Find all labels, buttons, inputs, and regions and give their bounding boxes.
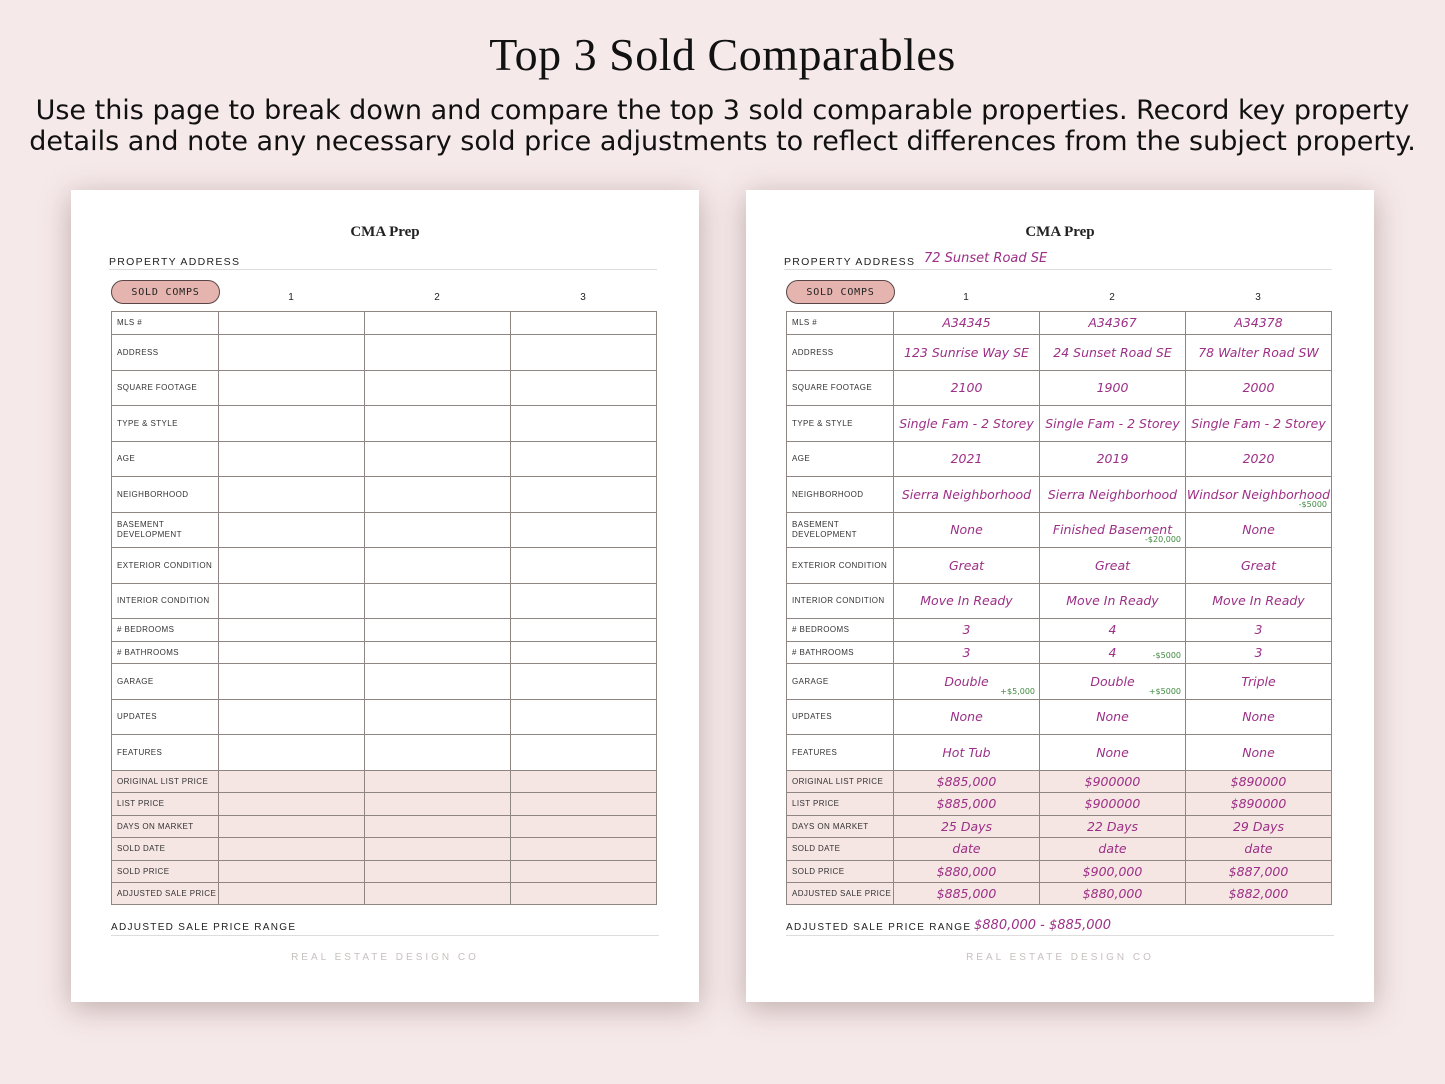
comp-value-cell[interactable] bbox=[219, 584, 365, 619]
table-row bbox=[112, 861, 657, 883]
comp-value-cell[interactable] bbox=[219, 771, 365, 793]
worksheet-title: CMA Prep bbox=[350, 224, 420, 240]
comp-value-cell[interactable] bbox=[1186, 883, 1332, 905]
comp-value-cell[interactable] bbox=[1186, 771, 1332, 793]
comp-value-cell[interactable] bbox=[1040, 735, 1186, 771]
comp-value-cell[interactable] bbox=[511, 312, 657, 335]
row-label: INTERIOR CONDITION bbox=[112, 584, 219, 619]
table-row bbox=[787, 406, 1332, 442]
comp-value-cell[interactable] bbox=[365, 371, 511, 406]
comp-value-cell[interactable] bbox=[511, 442, 657, 477]
comp-value-cell[interactable] bbox=[219, 700, 365, 735]
comp-value-cell[interactable] bbox=[1040, 312, 1186, 335]
comp-value-cell[interactable] bbox=[219, 513, 365, 548]
comp-value-cell[interactable] bbox=[511, 477, 657, 513]
comp-value-cell[interactable] bbox=[511, 700, 657, 735]
comp-value: $880,000 bbox=[936, 863, 997, 879]
table-row bbox=[787, 838, 1332, 861]
comp-value: Move In Ready bbox=[1066, 593, 1159, 608]
table-row bbox=[787, 477, 1332, 513]
table-row bbox=[112, 584, 657, 619]
comp-value-cell[interactable] bbox=[219, 371, 365, 406]
comp-value-cell[interactable] bbox=[1040, 861, 1186, 883]
adjusted-range-label: ADJUSTED SALE PRICE RANGE bbox=[111, 922, 297, 933]
table-row bbox=[112, 883, 657, 905]
comp-value: Great bbox=[1240, 557, 1277, 573]
comp-value-cell[interactable] bbox=[365, 735, 511, 771]
comp-value: $900000 bbox=[1084, 796, 1141, 811]
comp-value-cell[interactable] bbox=[1186, 513, 1332, 548]
comp-value-cell[interactable] bbox=[894, 406, 1040, 442]
row-label: SOLD DATE bbox=[787, 838, 894, 861]
row-label: GARAGE bbox=[787, 664, 894, 700]
table-row bbox=[112, 771, 657, 793]
comp-value: Sierra Neighborhood bbox=[1047, 486, 1178, 502]
comp-column-header: 3 bbox=[580, 292, 586, 303]
comp-value-cell[interactable] bbox=[365, 883, 511, 905]
comp-value-cell[interactable] bbox=[1040, 335, 1186, 371]
row-label: NEIGHBORHOOD bbox=[787, 477, 894, 513]
comp-value-cell[interactable] bbox=[1186, 735, 1332, 771]
row-label: ADDRESS bbox=[112, 335, 219, 371]
comp-value: 24 Sunset Road SE bbox=[1053, 344, 1172, 360]
row-label: FEATURES bbox=[787, 735, 894, 771]
comp-value: Double bbox=[1090, 673, 1135, 689]
brand-footer: REAL ESTATE DESIGN CO bbox=[966, 952, 1154, 963]
comp-value-cell[interactable] bbox=[894, 312, 1040, 335]
comp-value-cell[interactable] bbox=[219, 735, 365, 771]
property-address-line bbox=[784, 250, 1332, 270]
comp-value: $880,000 bbox=[1082, 885, 1143, 901]
comp-value-cell[interactable] bbox=[1186, 371, 1332, 406]
comp-value: 3 bbox=[1254, 644, 1263, 660]
table-row bbox=[787, 312, 1332, 335]
table-row bbox=[112, 406, 657, 442]
row-label: LIST PRICE bbox=[787, 793, 894, 816]
adjusted-range-line bbox=[111, 916, 659, 936]
comp-value: Great bbox=[1094, 557, 1131, 573]
comp-value: 3 bbox=[962, 622, 971, 637]
comp-value: 25 Days bbox=[940, 818, 993, 834]
comp-value-cell[interactable] bbox=[219, 477, 365, 513]
comp-value-cell[interactable] bbox=[511, 861, 657, 883]
price-adjustment: +$5,000 bbox=[1000, 687, 1035, 696]
table-row bbox=[112, 838, 657, 861]
comp-value: $890000 bbox=[1230, 773, 1287, 789]
comp-value: A34345 bbox=[942, 315, 991, 330]
comp-value: Great bbox=[948, 557, 985, 573]
comp-value-cell[interactable] bbox=[219, 619, 365, 642]
table-row bbox=[787, 793, 1332, 816]
comp-value-cell[interactable] bbox=[365, 619, 511, 642]
table-row bbox=[112, 735, 657, 771]
comp-value: 2019 bbox=[1096, 451, 1129, 466]
comp-value-cell[interactable] bbox=[894, 371, 1040, 406]
comp-value-cell[interactable] bbox=[365, 793, 511, 816]
table-row bbox=[112, 513, 657, 548]
comp-value: $900000 bbox=[1084, 773, 1141, 789]
row-label: EXTERIOR CONDITION bbox=[112, 548, 219, 584]
table-row bbox=[787, 735, 1332, 771]
comp-value-cell[interactable] bbox=[511, 735, 657, 771]
comp-value-cell[interactable] bbox=[511, 838, 657, 861]
comp-value-cell[interactable] bbox=[1186, 548, 1332, 584]
row-label: BASEMENT DEVELOPMENT bbox=[112, 513, 219, 548]
table-row bbox=[112, 664, 657, 700]
property-address-label: PROPERTY ADDRESS bbox=[109, 256, 241, 268]
comp-value: A34367 bbox=[1088, 315, 1137, 330]
row-label: SQUARE FOOTAGE bbox=[112, 371, 219, 406]
table-row bbox=[787, 335, 1332, 371]
comp-value-cell[interactable] bbox=[365, 816, 511, 838]
comp-value: 2021 bbox=[950, 451, 983, 466]
property-address-value[interactable]: 72 Sunset Road SE bbox=[924, 251, 1048, 266]
comp-value-cell[interactable] bbox=[1040, 619, 1186, 642]
comp-value-cell[interactable] bbox=[1186, 442, 1332, 477]
row-label: ADJUSTED SALE PRICE bbox=[787, 883, 894, 905]
comp-value-cell[interactable] bbox=[1040, 664, 1186, 700]
comp-value: $885,000 bbox=[936, 796, 997, 811]
row-label: SQUARE FOOTAGE bbox=[787, 371, 894, 406]
row-label: AGE bbox=[112, 442, 219, 477]
comp-value: 3 bbox=[962, 644, 971, 660]
comp-value-cell[interactable] bbox=[894, 861, 1040, 883]
comp-value: None bbox=[1096, 744, 1129, 760]
sold-comps-badge: SOLD COMPS bbox=[111, 280, 220, 304]
comp-value-cell[interactable] bbox=[365, 312, 511, 335]
comp-value-cell[interactable] bbox=[365, 584, 511, 619]
comparables-table bbox=[111, 311, 657, 905]
table-row bbox=[787, 642, 1332, 664]
comp-value-cell[interactable] bbox=[365, 548, 511, 584]
comp-value: $885,000 bbox=[936, 885, 997, 901]
comp-value: Triple bbox=[1241, 673, 1276, 689]
table-row bbox=[112, 442, 657, 477]
comp-value: 4 bbox=[1108, 622, 1117, 637]
comp-value: A34378 bbox=[1234, 315, 1283, 330]
comp-value: Move In Ready bbox=[920, 593, 1013, 608]
comp-value: 3 bbox=[1254, 622, 1263, 637]
row-label: TYPE & STYLE bbox=[112, 406, 219, 442]
comp-value-cell[interactable] bbox=[511, 548, 657, 584]
comp-value-cell[interactable] bbox=[1040, 584, 1186, 619]
comp-value-cell[interactable] bbox=[219, 861, 365, 883]
comp-column-header: 2 bbox=[1109, 292, 1115, 303]
comp-value: Double bbox=[944, 673, 989, 689]
comp-value: date bbox=[1098, 841, 1127, 856]
comp-value-cell[interactable] bbox=[1186, 838, 1332, 861]
comp-value-cell[interactable] bbox=[365, 700, 511, 735]
comp-value-cell[interactable] bbox=[1186, 664, 1332, 700]
page-description: Use this page to break down and compare the top 3 sold comparable properties. Record key property details and note any necessary sold price adjustments to reflect differences from the subject property. bbox=[29, 95, 1416, 157]
row-label: MLS # bbox=[112, 312, 219, 335]
comp-value-cell[interactable] bbox=[1186, 335, 1332, 371]
price-adjustment: -$5000 bbox=[1298, 500, 1327, 509]
table-row bbox=[787, 619, 1332, 642]
comp-value-cell[interactable] bbox=[219, 335, 365, 371]
comp-value-cell[interactable] bbox=[365, 664, 511, 700]
row-label: EXTERIOR CONDITION bbox=[787, 548, 894, 584]
comp-value-cell[interactable] bbox=[1186, 816, 1332, 838]
table-row bbox=[787, 442, 1332, 477]
comp-value: 1900 bbox=[1096, 380, 1129, 395]
comp-value-cell[interactable] bbox=[894, 477, 1040, 513]
comp-value-cell[interactable] bbox=[894, 619, 1040, 642]
comp-value-cell[interactable] bbox=[894, 700, 1040, 735]
comp-value-cell[interactable] bbox=[894, 335, 1040, 371]
comp-value-cell[interactable] bbox=[894, 584, 1040, 619]
comp-value-cell[interactable] bbox=[219, 548, 365, 584]
comp-value: $900,000 bbox=[1082, 863, 1143, 879]
table-row bbox=[112, 477, 657, 513]
comp-value: None bbox=[950, 522, 983, 537]
comp-value: 78 Walter Road SW bbox=[1198, 344, 1319, 360]
comp-value-cell[interactable] bbox=[511, 406, 657, 442]
comp-value-cell[interactable] bbox=[894, 664, 1040, 700]
comp-value-cell[interactable] bbox=[1186, 477, 1332, 513]
comp-value-cell[interactable] bbox=[894, 883, 1040, 905]
comp-value: 2000 bbox=[1242, 380, 1275, 395]
comp-value-cell[interactable] bbox=[894, 838, 1040, 861]
price-adjustment: +$5000 bbox=[1148, 687, 1181, 696]
row-label: UPDATES bbox=[787, 700, 894, 735]
table-row bbox=[787, 883, 1332, 905]
comp-value-cell[interactable] bbox=[1040, 548, 1186, 584]
comp-value-cell[interactable] bbox=[894, 771, 1040, 793]
row-label: INTERIOR CONDITION bbox=[787, 584, 894, 619]
comp-value: None bbox=[1242, 522, 1275, 537]
comp-value: None bbox=[950, 709, 983, 724]
comp-value-cell[interactable] bbox=[894, 513, 1040, 548]
price-adjustment: -$20,000 bbox=[1145, 535, 1181, 544]
comparables-table bbox=[786, 311, 1332, 905]
comp-value-cell[interactable] bbox=[894, 793, 1040, 816]
comp-value-cell[interactable] bbox=[1040, 371, 1186, 406]
row-label: LIST PRICE bbox=[112, 793, 219, 816]
table-row bbox=[112, 335, 657, 371]
comp-value: 4 bbox=[1108, 644, 1117, 660]
table-row bbox=[787, 584, 1332, 619]
row-label: ADJUSTED SALE PRICE bbox=[112, 883, 219, 905]
comp-column-header: 1 bbox=[963, 292, 969, 303]
comp-value: $890000 bbox=[1230, 796, 1287, 811]
comp-value-cell[interactable] bbox=[365, 861, 511, 883]
row-label: # BEDROOMS bbox=[112, 619, 219, 642]
table-row bbox=[112, 793, 657, 816]
comp-column-header: 1 bbox=[288, 292, 294, 303]
comp-value-cell[interactable] bbox=[219, 816, 365, 838]
comp-value: $887,000 bbox=[1228, 863, 1289, 879]
comp-value-cell[interactable] bbox=[1040, 793, 1186, 816]
comp-value-cell[interactable] bbox=[1186, 406, 1332, 442]
comp-value-cell[interactable] bbox=[365, 477, 511, 513]
comp-value-cell[interactable] bbox=[894, 548, 1040, 584]
row-label: BASEMENT DEVELOPMENT bbox=[787, 513, 894, 548]
comp-value: Single Fam - 2 Storey bbox=[1191, 415, 1326, 431]
comp-value: $882,000 bbox=[1228, 885, 1289, 901]
comp-value-cell[interactable] bbox=[511, 371, 657, 406]
comp-value-cell[interactable] bbox=[219, 642, 365, 664]
comp-value-cell[interactable] bbox=[511, 771, 657, 793]
worksheet-title: CMA Prep bbox=[1025, 224, 1095, 240]
comp-value-cell[interactable] bbox=[365, 513, 511, 548]
comp-value-cell[interactable] bbox=[894, 816, 1040, 838]
row-label: GARAGE bbox=[112, 664, 219, 700]
comp-value-cell[interactable] bbox=[1186, 312, 1332, 335]
comp-value: Windsor Neighborhood bbox=[1186, 486, 1331, 502]
comp-value-cell[interactable] bbox=[511, 816, 657, 838]
row-label: # BATHROOMS bbox=[787, 642, 894, 664]
row-label: DAYS ON MARKET bbox=[112, 816, 219, 838]
property-address-line bbox=[109, 250, 657, 270]
comp-value-cell[interactable] bbox=[1040, 442, 1186, 477]
comp-value-cell[interactable] bbox=[511, 619, 657, 642]
comp-value-cell[interactable] bbox=[511, 664, 657, 700]
comp-value: Single Fam - 2 Storey bbox=[1045, 415, 1180, 431]
comp-value-cell[interactable] bbox=[365, 642, 511, 664]
comp-value-cell[interactable] bbox=[1040, 816, 1186, 838]
worksheet-blank bbox=[71, 190, 699, 1002]
comp-value: 29 Days bbox=[1232, 818, 1285, 834]
table-row bbox=[112, 548, 657, 584]
table-row bbox=[112, 642, 657, 664]
comp-value: None bbox=[1242, 709, 1275, 724]
comp-value-cell[interactable] bbox=[1040, 700, 1186, 735]
row-label: FEATURES bbox=[112, 735, 219, 771]
comp-value-cell[interactable] bbox=[219, 883, 365, 905]
comp-value: date bbox=[952, 841, 981, 856]
table-row bbox=[112, 700, 657, 735]
comp-value-cell[interactable] bbox=[365, 335, 511, 371]
comp-value: 2020 bbox=[1242, 451, 1275, 466]
table-row bbox=[112, 619, 657, 642]
comp-column-header: 3 bbox=[1255, 292, 1261, 303]
comp-value: 123 Sunrise Way SE bbox=[904, 344, 1029, 360]
comp-value-cell[interactable] bbox=[1186, 861, 1332, 883]
comp-value-cell[interactable] bbox=[1186, 793, 1332, 816]
table-row bbox=[112, 312, 657, 335]
comp-value-cell[interactable] bbox=[1040, 771, 1186, 793]
adjusted-range-value[interactable]: $880,000 - $885,000 bbox=[974, 918, 1112, 933]
row-label: ADDRESS bbox=[787, 335, 894, 371]
comp-value: $885,000 bbox=[936, 773, 997, 789]
row-label: # BATHROOMS bbox=[112, 642, 219, 664]
row-label: SOLD PRICE bbox=[787, 861, 894, 883]
comp-value-cell[interactable] bbox=[365, 406, 511, 442]
comp-value-cell[interactable] bbox=[894, 442, 1040, 477]
comp-value-cell[interactable] bbox=[1186, 584, 1332, 619]
comp-value-cell[interactable] bbox=[1040, 406, 1186, 442]
comp-value-cell[interactable] bbox=[365, 771, 511, 793]
row-label: UPDATES bbox=[112, 700, 219, 735]
table-row bbox=[787, 664, 1332, 700]
comp-value-cell[interactable] bbox=[1186, 700, 1332, 735]
page-heading: Top 3 Sold Comparables bbox=[489, 29, 956, 80]
comp-value: date bbox=[1244, 841, 1273, 856]
row-label: SOLD PRICE bbox=[112, 861, 219, 883]
comp-value-cell[interactable] bbox=[894, 735, 1040, 771]
row-label: NEIGHBORHOOD bbox=[112, 477, 219, 513]
comp-value: Move In Ready bbox=[1212, 593, 1305, 608]
comp-value-cell[interactable] bbox=[1040, 838, 1186, 861]
table-row bbox=[112, 371, 657, 406]
table-row bbox=[787, 548, 1332, 584]
table-row bbox=[787, 861, 1332, 883]
comp-value-cell[interactable] bbox=[219, 838, 365, 861]
comp-value: None bbox=[1242, 744, 1275, 760]
row-label: DAYS ON MARKET bbox=[787, 816, 894, 838]
comp-value-cell[interactable] bbox=[511, 642, 657, 664]
table-row bbox=[112, 816, 657, 838]
adjusted-range-line bbox=[786, 916, 1334, 936]
comp-value: 2100 bbox=[950, 380, 983, 395]
row-label: ORIGINAL LIST PRICE bbox=[112, 771, 219, 793]
table-row bbox=[787, 700, 1332, 735]
comp-value: Sierra Neighborhood bbox=[901, 486, 1032, 502]
comp-value-cell[interactable] bbox=[1040, 477, 1186, 513]
row-label: AGE bbox=[787, 442, 894, 477]
comp-value-cell[interactable] bbox=[511, 584, 657, 619]
row-label: # BEDROOMS bbox=[787, 619, 894, 642]
row-label: ORIGINAL LIST PRICE bbox=[787, 771, 894, 793]
worksheet-filled bbox=[746, 190, 1374, 1002]
comp-value-cell[interactable] bbox=[219, 406, 365, 442]
brand-footer: REAL ESTATE DESIGN CO bbox=[291, 952, 479, 963]
comp-value: Single Fam - 2 Storey bbox=[899, 415, 1034, 431]
comp-value-cell[interactable] bbox=[511, 883, 657, 905]
table-row bbox=[787, 513, 1332, 548]
sold-comps-badge: SOLD COMPS bbox=[786, 280, 895, 304]
comp-value-cell[interactable] bbox=[511, 335, 657, 371]
comp-value-cell[interactable] bbox=[365, 838, 511, 861]
table-row bbox=[787, 371, 1332, 406]
comp-value: 22 Days bbox=[1086, 818, 1139, 834]
comp-column-header: 2 bbox=[434, 292, 440, 303]
comp-value-cell[interactable] bbox=[365, 442, 511, 477]
row-label: SOLD DATE bbox=[112, 838, 219, 861]
row-label: TYPE & STYLE bbox=[787, 406, 894, 442]
comp-value-cell[interactable] bbox=[1040, 642, 1186, 664]
comp-value-cell[interactable] bbox=[1040, 513, 1186, 548]
table-row bbox=[787, 771, 1332, 793]
adjusted-range-label: ADJUSTED SALE PRICE RANGE bbox=[786, 922, 972, 933]
comp-value-cell[interactable] bbox=[219, 793, 365, 816]
comp-value-cell[interactable] bbox=[1186, 642, 1332, 664]
row-label: MLS # bbox=[787, 312, 894, 335]
comp-value-cell[interactable] bbox=[219, 312, 365, 335]
comp-value: Finished Basement bbox=[1052, 522, 1173, 537]
price-adjustment: -$5000 bbox=[1152, 651, 1181, 660]
comp-value-cell[interactable] bbox=[1040, 883, 1186, 905]
comp-value-cell[interactable] bbox=[894, 642, 1040, 664]
comp-value-cell[interactable] bbox=[219, 664, 365, 700]
comp-value-cell[interactable] bbox=[1186, 619, 1332, 642]
table-row bbox=[787, 816, 1332, 838]
comp-value: Hot Tub bbox=[942, 744, 991, 760]
property-address-label: PROPERTY ADDRESS bbox=[784, 256, 916, 268]
comp-value: None bbox=[1096, 709, 1129, 724]
comp-value-cell[interactable] bbox=[511, 793, 657, 816]
comp-value-cell[interactable] bbox=[219, 442, 365, 477]
comp-value-cell[interactable] bbox=[511, 513, 657, 548]
